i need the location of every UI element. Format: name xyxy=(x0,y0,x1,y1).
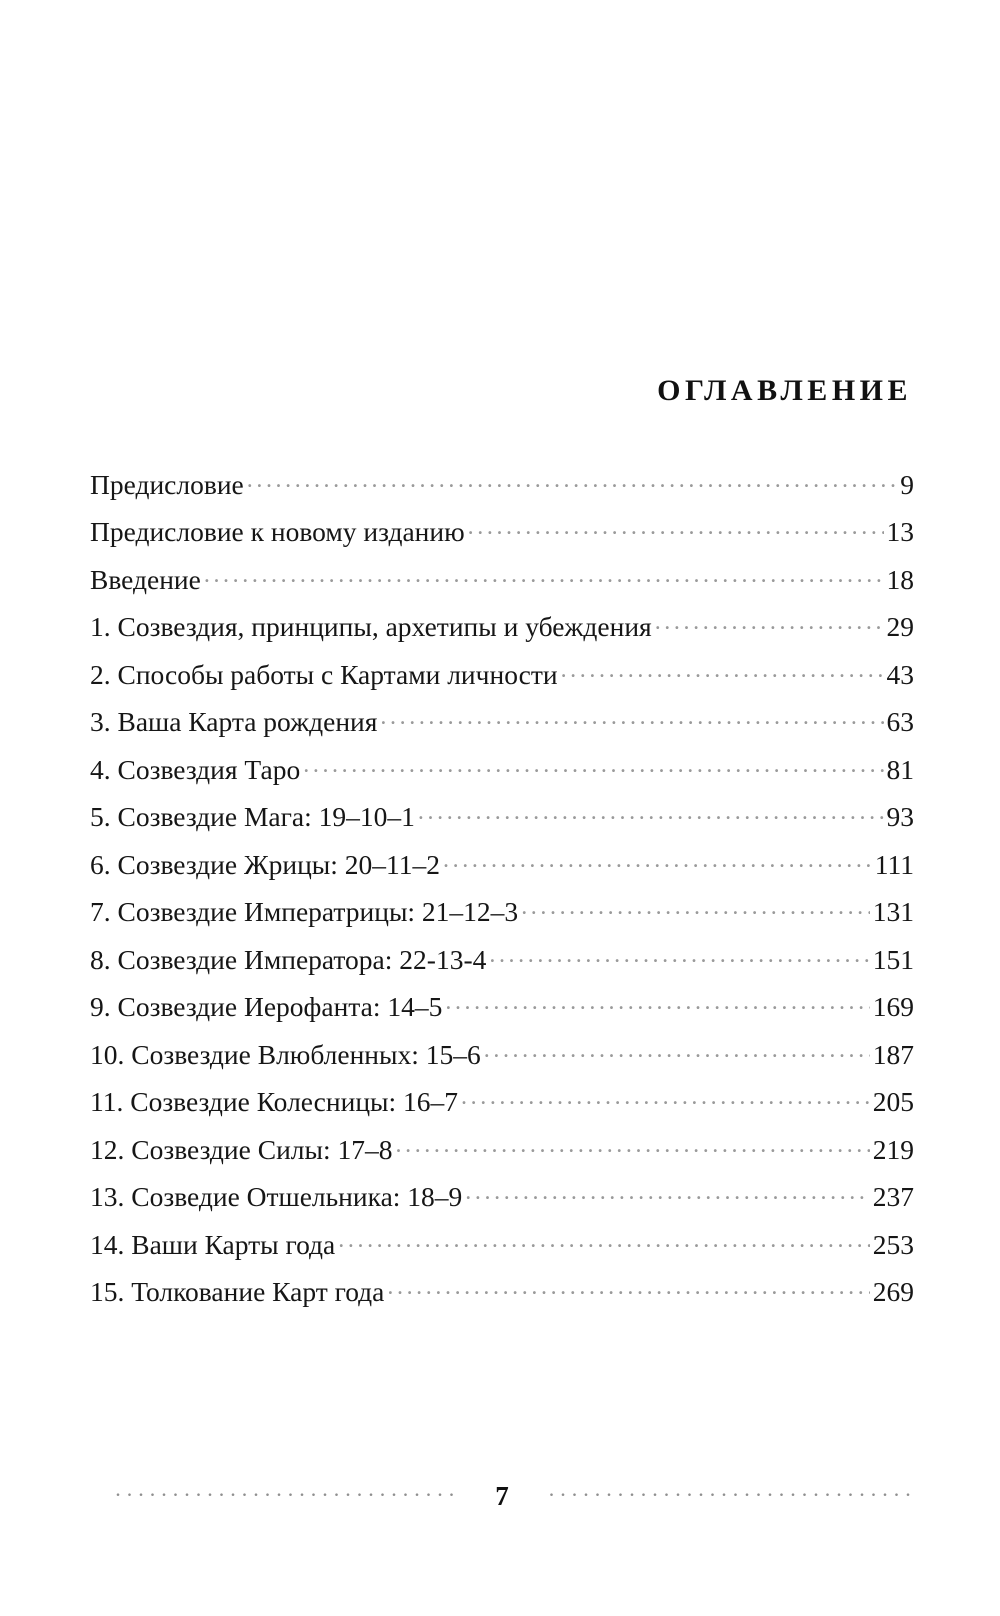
toc-entry[interactable] xyxy=(90,1226,914,1274)
toc-leader-dots xyxy=(468,514,884,542)
toc-entry[interactable] xyxy=(90,751,914,799)
toc-leader-dots xyxy=(461,1084,870,1112)
toc-leader-dots xyxy=(418,799,884,827)
toc-entry-page: 237 xyxy=(872,1181,914,1212)
toc-entry[interactable] xyxy=(90,1179,914,1227)
toc-leader-dots xyxy=(484,1036,870,1064)
toc-entry-label: 4. Созвездия Таро xyxy=(90,753,301,785)
footer-ornament-right xyxy=(543,1489,914,1505)
toc-entry-label: 3. Ваша Карта рождения xyxy=(90,706,378,737)
toc-leader-dots xyxy=(387,1274,869,1302)
toc-entry-label: 5. Созвездие Мага: 19–10–1 xyxy=(90,801,415,832)
toc-entry-label: 13. Созведие Отшельника: 18–9 xyxy=(90,1181,463,1212)
page-title: ОГЛАВЛЕНИЕ xyxy=(657,374,912,407)
toc-entry-page: 151 xyxy=(872,943,914,975)
toc-leader-dots xyxy=(303,751,883,779)
toc-entry-page: 253 xyxy=(872,1228,914,1260)
toc-leader-dots xyxy=(443,846,872,874)
toc-entry-page: 169 xyxy=(872,991,914,1022)
toc-entry-label: 7. Созвездие Императрицы: 21–12–3 xyxy=(90,896,519,927)
page-footer xyxy=(90,1481,914,1512)
toc-entry-label: 9. Созвездие Иерофанта: 14–5 xyxy=(90,991,443,1022)
toc-leader-dots xyxy=(204,561,884,589)
toc-leader-dots xyxy=(521,894,870,922)
toc-entry-page: 269 xyxy=(872,1276,914,1307)
toc-entry-page: 81 xyxy=(886,753,914,785)
toc-entry[interactable] xyxy=(90,466,914,514)
toc-entry[interactable] xyxy=(90,514,914,562)
toc-entry[interactable] xyxy=(90,704,914,752)
toc-leader-dots xyxy=(396,1131,870,1159)
toc-entry-page: 131 xyxy=(872,896,914,927)
toc-entry[interactable] xyxy=(90,561,914,609)
toc-entry-page: 219 xyxy=(872,1133,914,1165)
toc-entry-label: 6. Созвездие Жрицы: 20–11–2 xyxy=(90,848,441,880)
toc-entry-label: Предисловие к новому изданию xyxy=(90,516,465,547)
toc-entry[interactable] xyxy=(90,609,914,657)
toc-entry-page: 111 xyxy=(874,848,914,880)
toc-leader-dots xyxy=(445,989,869,1017)
toc-entry-label: 8. Созвездие Императора: 22-13-4 xyxy=(90,943,487,975)
toc-leader-dots xyxy=(380,704,883,732)
toc-entry[interactable] xyxy=(90,989,914,1037)
toc-entry-label: 14. Ваши Карты года xyxy=(90,1228,336,1260)
toc-entry-label: 15. Толкование Карт года xyxy=(90,1276,385,1307)
footer-ornament-left xyxy=(90,1489,461,1505)
toc-leader-dots xyxy=(489,941,869,969)
toc-entry-page: 13 xyxy=(886,516,914,547)
toc-leader-dots xyxy=(561,656,884,684)
toc-entry[interactable] xyxy=(90,846,914,894)
toc-entry[interactable] xyxy=(90,1274,914,1322)
toc-leader-dots xyxy=(338,1226,869,1254)
toc-entry[interactable] xyxy=(90,1036,914,1084)
footer-page-number: 7 xyxy=(495,1481,509,1511)
toc-entry[interactable] xyxy=(90,1084,914,1132)
toc-entry-label: 10. Созвездие Влюбленных: 15–6 xyxy=(90,1038,481,1070)
toc-entry-label: Введение xyxy=(90,563,201,595)
toc-leader-dots xyxy=(465,1179,869,1207)
toc-leader-dots xyxy=(247,466,898,494)
toc-entry[interactable] xyxy=(90,1131,914,1179)
toc-entry[interactable] xyxy=(90,799,914,847)
toc-entry-page: 18 xyxy=(886,563,914,595)
toc-entry-page: 29 xyxy=(886,611,914,642)
toc-entry-page: 93 xyxy=(886,801,914,832)
table-of-contents xyxy=(90,466,914,1321)
toc-entry-label: 11. Созвездие Колесницы: 16–7 xyxy=(90,1086,459,1117)
toc-leader-dots xyxy=(655,609,884,637)
toc-entry-page: 9 xyxy=(900,468,914,500)
toc-entry[interactable] xyxy=(90,656,914,704)
toc-entry-label: 1. Созвездия, принципы, архетипы и убеждения xyxy=(90,611,652,642)
toc-entry-page: 205 xyxy=(872,1086,914,1117)
toc-entry-label: Предисловие xyxy=(90,468,244,500)
toc-entry[interactable] xyxy=(90,894,914,942)
toc-entry-label: 12. Созвездие Силы: 17–8 xyxy=(90,1133,393,1165)
toc-entry-page: 187 xyxy=(872,1038,914,1070)
toc-entry-label: 2. Способы работы с Картами личности xyxy=(90,658,558,690)
toc-entry[interactable] xyxy=(90,941,914,989)
toc-entry-page: 43 xyxy=(886,658,914,690)
toc-entry-page: 63 xyxy=(886,706,914,737)
